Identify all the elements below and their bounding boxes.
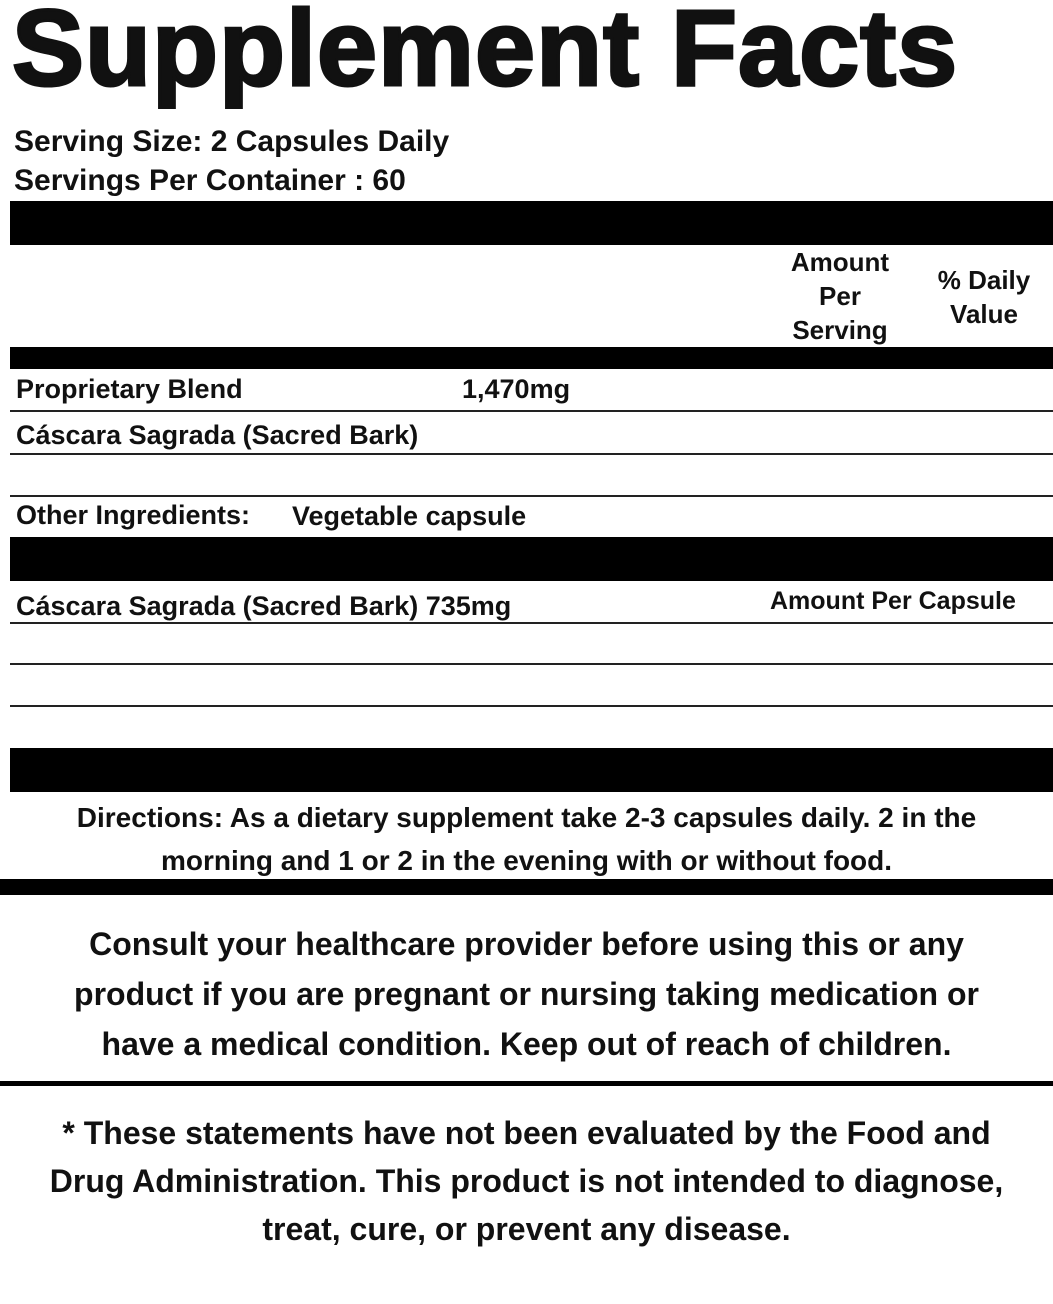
row-divider xyxy=(10,453,1053,455)
blend-amount: 1,470mg xyxy=(462,374,571,404)
other-ingredients-label: Other Ingredients: xyxy=(16,500,251,530)
fda-disclaimer xyxy=(0,1109,1053,1253)
dv-header-line: % Daily xyxy=(937,265,1031,295)
warning-line: have a medical condition. Keep out of reach of children. xyxy=(101,1026,952,1062)
disclaimer-line: Drug Administration. This product is not intended to diagnose, xyxy=(49,1163,1004,1199)
row-divider xyxy=(10,495,1053,497)
amount-header-line: Amount xyxy=(790,247,890,277)
dv-header-line: Value xyxy=(950,299,1018,329)
per-capsule-ingredient: Cáscara Sagrada (Sacred Bark) 735mg xyxy=(16,591,512,621)
other-ingredients-value: Vegetable capsule xyxy=(292,501,527,531)
row-divider xyxy=(10,410,1053,412)
page-title: Supplement Facts xyxy=(12,0,959,108)
serving-size: Serving Size: 2 Capsules Daily xyxy=(14,125,450,158)
divider-line xyxy=(0,1081,1053,1086)
disclaimer-line: * These statements have not been evaluated by the Food and xyxy=(62,1115,991,1151)
directions-line: Directions: As a dietary supplement take 2-3 capsules daily. 2 in the xyxy=(76,802,977,833)
warning-line: Consult your healthcare provider before using this or any xyxy=(89,926,964,962)
amount-header-line: Serving xyxy=(792,315,888,345)
divider-bar xyxy=(10,537,1053,581)
amount-per-serving-header xyxy=(770,245,910,347)
row-divider xyxy=(10,663,1053,665)
disclaimer-line: treat, cure, or prevent any disease. xyxy=(262,1211,791,1247)
divider-bar xyxy=(10,748,1053,792)
warning-text xyxy=(0,919,1053,1069)
amount-per-capsule-label: Amount Per Capsule xyxy=(770,587,1016,615)
ingredient-name: Cáscara Sagrada (Sacred Bark) xyxy=(16,420,419,450)
amount-header-line: Per xyxy=(819,281,861,311)
divider-bar xyxy=(10,201,1053,245)
row-divider xyxy=(10,622,1053,624)
divider-bar xyxy=(10,347,1053,369)
warning-line: product if you are pregnant or nursing taking medication or xyxy=(74,976,979,1012)
directions-line: morning and 1 or 2 in the evening with or without food. xyxy=(160,845,893,876)
blend-name: Proprietary Blend xyxy=(16,374,243,404)
daily-value-header xyxy=(914,263,1053,331)
divider-bar xyxy=(0,879,1053,895)
servings-per-container: Servings Per Container : 60 xyxy=(14,164,406,197)
row-divider xyxy=(10,705,1053,707)
directions xyxy=(0,796,1053,882)
